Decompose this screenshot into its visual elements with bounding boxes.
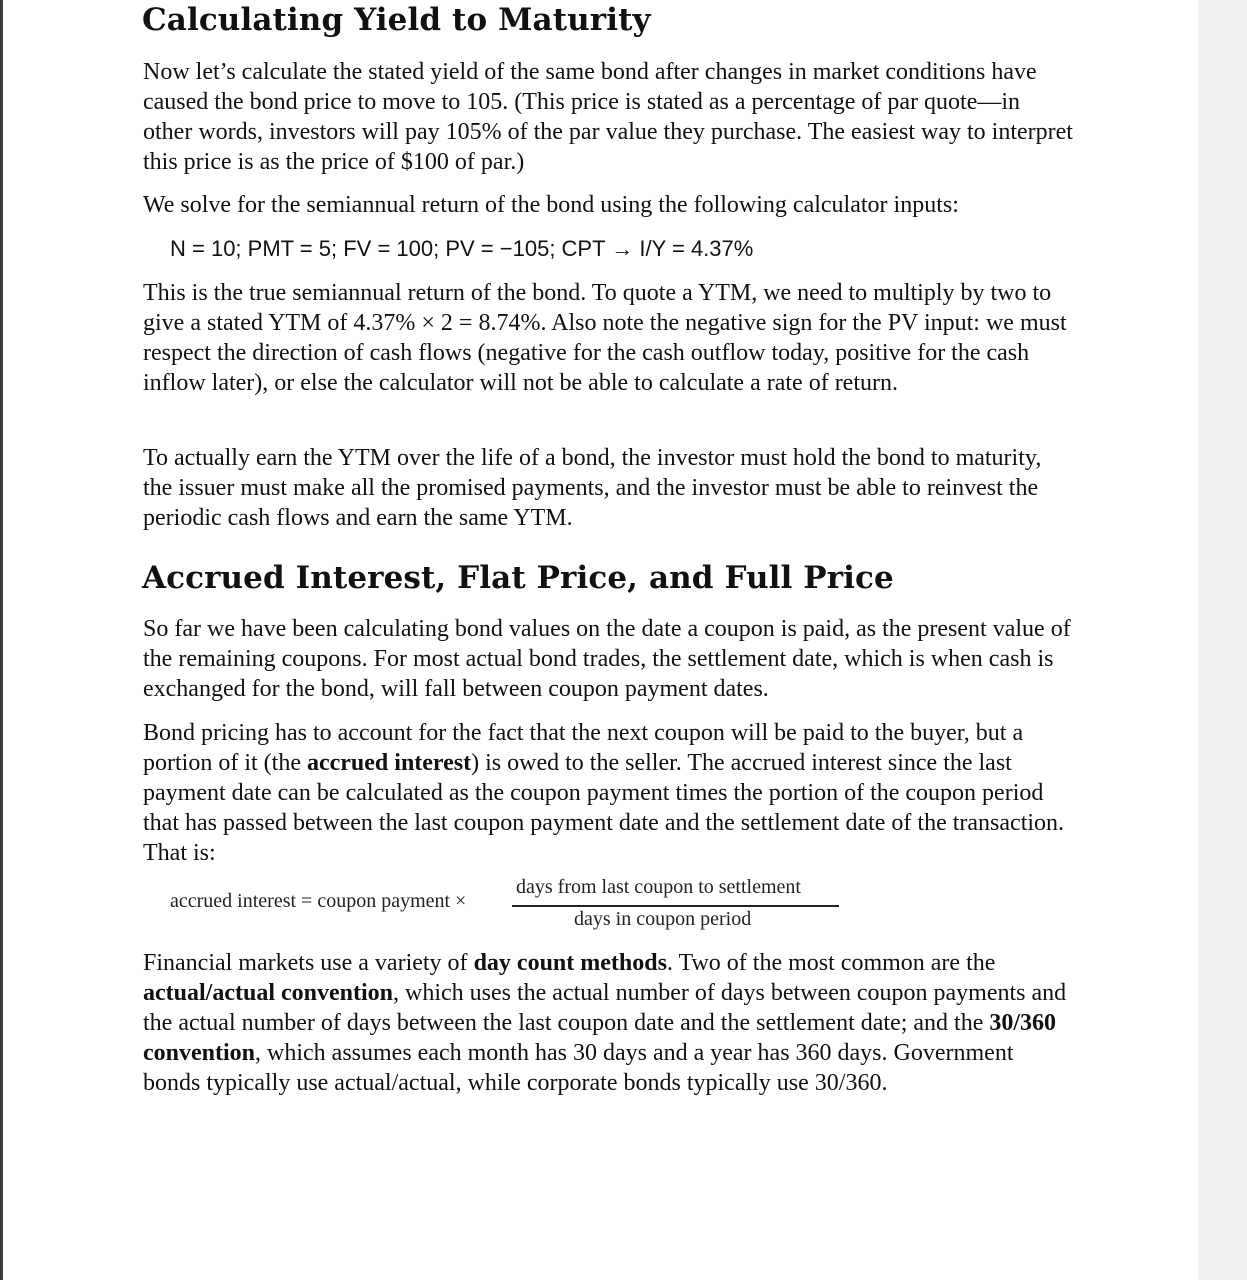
paragraph-calculator-intro: We solve for the semiannual return of the bond using the following calculator inputs: bbox=[143, 192, 959, 218]
text-run: , which assumes each month has 30 days and a year has 360 days. Government bonds typically use actual/actual, while corporate bonds typically use 30/360. bbox=[143, 1040, 1014, 1096]
paragraph-ytm-intro: Now let’s calculate the stated yield of the same bond after changes in market conditions have caused the bond price to move to 105. (This price is stated as a percentage of par quote—in other words, investors will pay 105% of the par value they purchase. The easiest way to interpret this price is as the price of $100 of par.) bbox=[143, 59, 1073, 175]
text-run: ) is owed to the seller. The accrued interest since the last payment date can be calculated as the coupon payment times the portion of the coupon period that has passed between the last coupon payment date and the settlement date of the transaction. That is: bbox=[143, 750, 1065, 866]
section-heading-accrued-interest: Accrued Interest, Flat Price, and Full Price bbox=[142, 560, 894, 596]
text-run: Financial markets use a variety of bbox=[143, 950, 474, 976]
term-actual-actual: actual/actual convention bbox=[143, 980, 393, 1006]
paragraph-day-count bbox=[143, 948, 1073, 1098]
document-page bbox=[3, 0, 1198, 1280]
text-run: . Two of the most common are the bbox=[666, 950, 996, 976]
term-day-count-methods: day count methods bbox=[473, 950, 667, 976]
formula-denominator: days in coupon period bbox=[574, 908, 752, 930]
formula-lhs: accrued interest = coupon payment × bbox=[170, 890, 467, 912]
paragraph-accrued-interest bbox=[143, 718, 1073, 868]
text-run: Bond pricing has to account for the fact that the next coupon will be paid to the buyer, but a portion of it (the bbox=[143, 720, 1024, 776]
right-gutter bbox=[1198, 0, 1247, 1280]
paragraph-semiannual-return: This is the true semiannual return of the bond. To quote a YTM, we need to multiply by two to give a stated YTM of 4.37% × 2 = 8.74%. Also note the negative sign for the PV input: we must respect the direction of cash flows (negative for the cash outflow today, positive for the cash inflow later), or else the calculator will not be able to calculate a rate of return. bbox=[143, 280, 1067, 396]
term-30-360: 30/360 convention bbox=[143, 1010, 1057, 1066]
paragraph-settlement-date bbox=[143, 614, 1073, 704]
fraction-bar bbox=[512, 905, 839, 907]
calculator-inputs-formula: N = 10; PMT = 5; FV = 100; PV = −105; CPT → I/Y = 4.37% bbox=[170, 236, 754, 261]
paragraph-settlement-date-text: So far we have been calculating bond values on the date a coupon is paid, as the present value of the remaining coupons. For most actual bond trades, the settlement date, which is when cash is exchanged for the bond, will fall between coupon payment dates. bbox=[143, 616, 1071, 702]
section-heading-ytm: Calculating Yield to Maturity bbox=[142, 2, 651, 38]
formula-numerator: days from last coupon to settlement bbox=[516, 876, 801, 898]
term-accrued-interest: accrued interest bbox=[306, 750, 472, 776]
paragraph-earn-ytm: To actually earn the YTM over the life of a bond, the investor must hold the bond to maturity, the issuer must make all the promised payments, and the investor must be able to reinvest the periodic cash flows and earn the same YTM. bbox=[143, 445, 1042, 531]
text-run: , which uses the actual number of days between coupon payments and the actual number of days between the last coupon date and the settlement date; and the bbox=[143, 980, 1067, 1036]
accrued-interest-formula bbox=[170, 874, 890, 938]
